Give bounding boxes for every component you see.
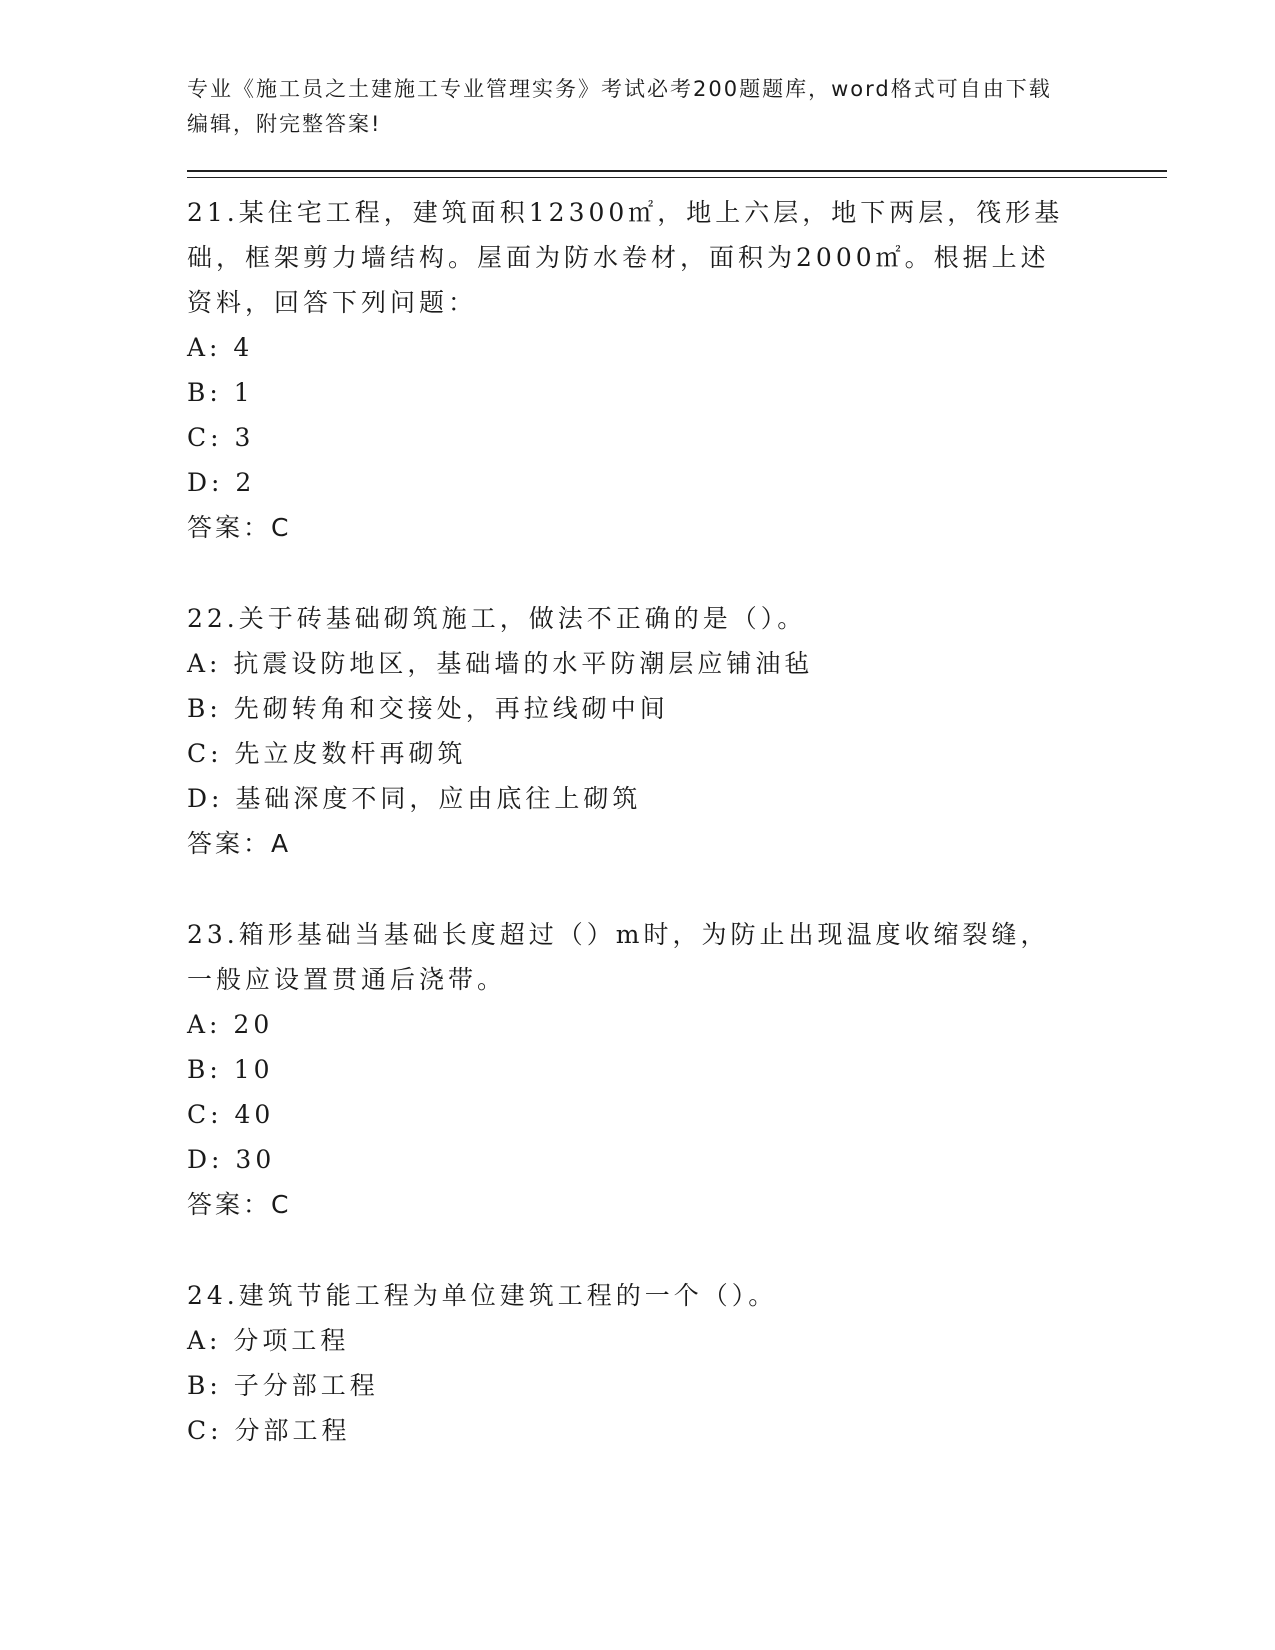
question-22 bbox=[187, 596, 1167, 866]
option-b: B: 10 bbox=[187, 1055, 274, 1084]
question-stem: 22.关于砖基础砌筑施工，做法不正确的是（）。 bbox=[187, 604, 807, 633]
question-stem: 24.建筑节能工程为单位建筑工程的一个（）。 bbox=[187, 1281, 778, 1310]
option-a: A: 分项工程 bbox=[187, 1326, 350, 1355]
question-stem: 21.某住宅工程，建筑面积12300㎡，地上六层，地下两层，筏形基础，框架剪力墙结构。屋面为防水卷材，面积为2000㎡。根据上述资料，回答下列问题： bbox=[187, 198, 1064, 317]
question-21 bbox=[187, 190, 1167, 550]
question-stem: 23.箱形基础当基础长度超过（）m时，为防止出现温度收缩裂缝，一般应设置贯通后浇带。 bbox=[187, 920, 1050, 994]
option-c: C: 40 bbox=[187, 1100, 275, 1129]
option-d: D: 2 bbox=[187, 468, 256, 497]
option-c: C: 3 bbox=[187, 423, 255, 452]
question-23 bbox=[187, 912, 1167, 1227]
option-b: B: 先砌转角和交接处，再拉线砌中间 bbox=[187, 694, 669, 723]
option-a: A: 20 bbox=[187, 1010, 274, 1039]
option-b: B: 子分部工程 bbox=[187, 1371, 379, 1400]
document-header: 专业《施工员之土建施工专业管理实务》考试必考200题题库，word格式可自由下载编辑，附完整答案! bbox=[187, 77, 1052, 136]
question-list bbox=[187, 190, 1167, 1453]
answer-line: 答案：A bbox=[187, 829, 292, 858]
option-a: A: 抗震设防地区，基础墙的水平防潮层应铺油毡 bbox=[187, 649, 814, 678]
option-a: A: 4 bbox=[187, 333, 254, 362]
option-d: D: 30 bbox=[187, 1145, 276, 1174]
option-d: D: 基础深度不同，应由底往上砌筑 bbox=[187, 784, 642, 813]
question-24 bbox=[187, 1273, 1167, 1453]
option-c: C: 分部工程 bbox=[187, 1416, 351, 1445]
option-c: C: 先立皮数杆再砌筑 bbox=[187, 739, 467, 768]
answer-line: 答案：C bbox=[187, 1190, 292, 1219]
header-divider bbox=[187, 170, 1167, 178]
option-b: B: 1 bbox=[187, 378, 254, 407]
answer-line: 答案：C bbox=[187, 513, 292, 542]
document-page bbox=[187, 72, 1167, 1499]
